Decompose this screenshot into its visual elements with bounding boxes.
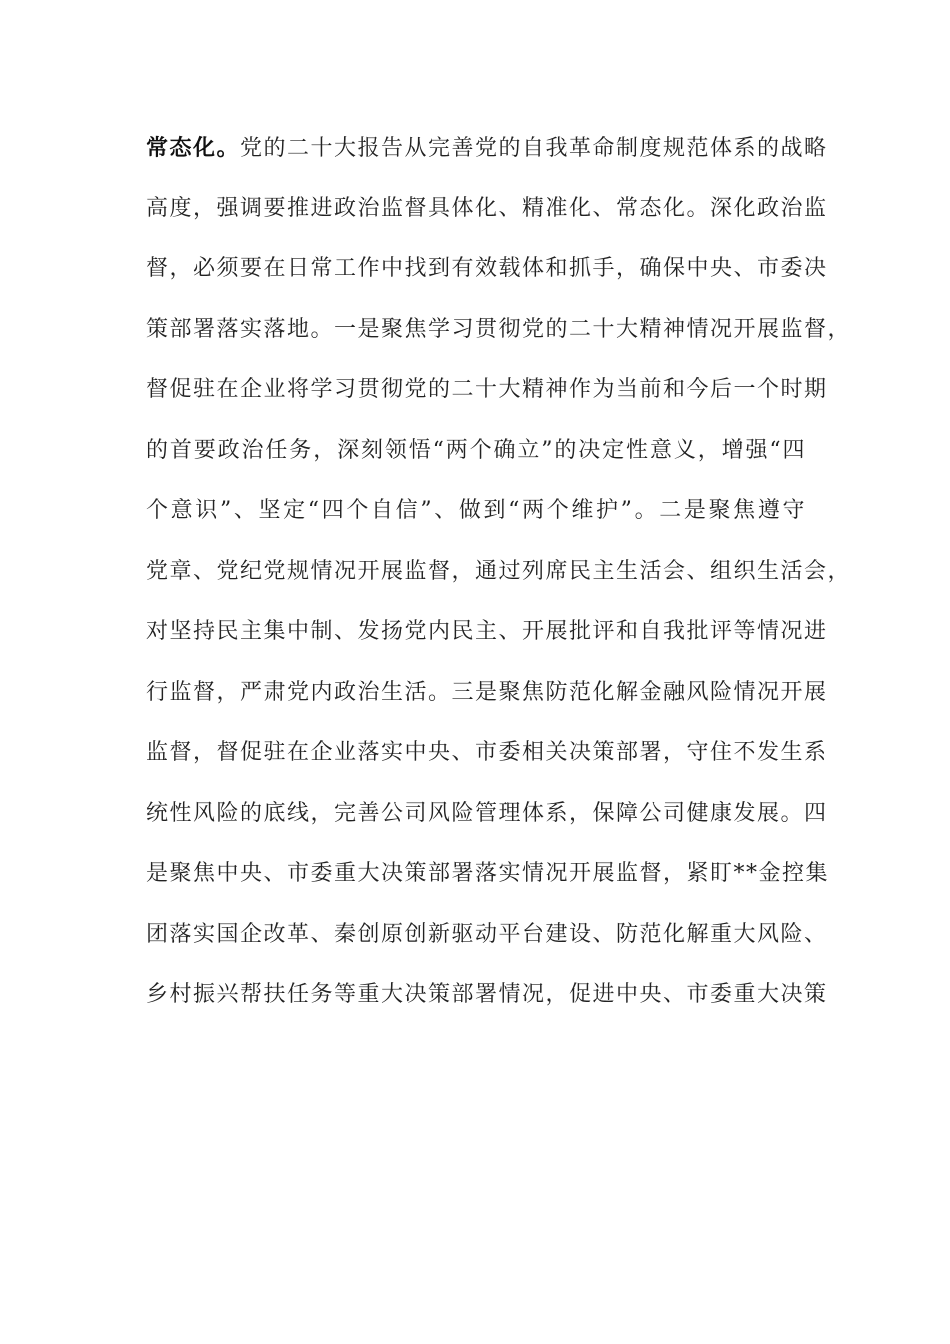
text-line-1 xyxy=(146,133,828,194)
text-line-7: 个意识”、坚定“四个自信”、做到“两个维护”。二是聚焦遵守 xyxy=(146,498,806,523)
text-line-3: 督，必须要在日常工作中找到有效载体和抓手，确保中央、市委决 xyxy=(146,256,828,281)
text-line-1-body: 党的二十大报告从完善党的自我革命制度规范体系的战略 xyxy=(240,136,828,161)
text-line-11: 监督，督促驻在企业落实中央、市委相关决策部署，守住不发生系 xyxy=(146,740,828,765)
text-line-2: 高度，强调要推进政治监督具体化、精准化、常态化。深化政治监 xyxy=(146,195,828,221)
text-line-12: 统性风险的底线，完善公司风险管理体系，保障公司健康发展。四 xyxy=(146,800,828,826)
text-line-13: 是聚焦中央、市委重大决策部署落实情况开展监督，紧盯**金控集 xyxy=(146,861,830,886)
text-line-4: 策部署落实落地。一是聚焦学习贯彻党的二十大精神情况开展监督， xyxy=(146,316,852,342)
text-line-5: 督促驻在企业将学习贯彻党的二十大精神作为当前和今后一个时期 xyxy=(146,377,828,402)
bold-lead-phrase: 常态化。 xyxy=(146,135,241,161)
text-line-9: 对坚持民主集中制、发扬党内民主、开展批评和自我批评等情况进 xyxy=(146,619,828,644)
body-paragraph xyxy=(146,133,852,1041)
text-line-6: 的首要政治任务，深刻领悟“两个确立”的决定性意义，增强“四 xyxy=(146,437,806,463)
text-line-14: 团落实国企改革、秦创原创新驱动平台建设、防范化解重大风险、 xyxy=(146,921,828,947)
text-line-8: 党章、党纪党规情况开展监督，通过列席民主生活会、组织生活会， xyxy=(146,558,852,584)
text-line-10: 行监督，严肃党内政治生活。三是聚焦防范化解金融风险情况开展 xyxy=(146,679,828,705)
text-line-15: 乡村振兴帮扶任务等重大决策部署情况，促进中央、市委重大决策 xyxy=(146,982,828,1007)
